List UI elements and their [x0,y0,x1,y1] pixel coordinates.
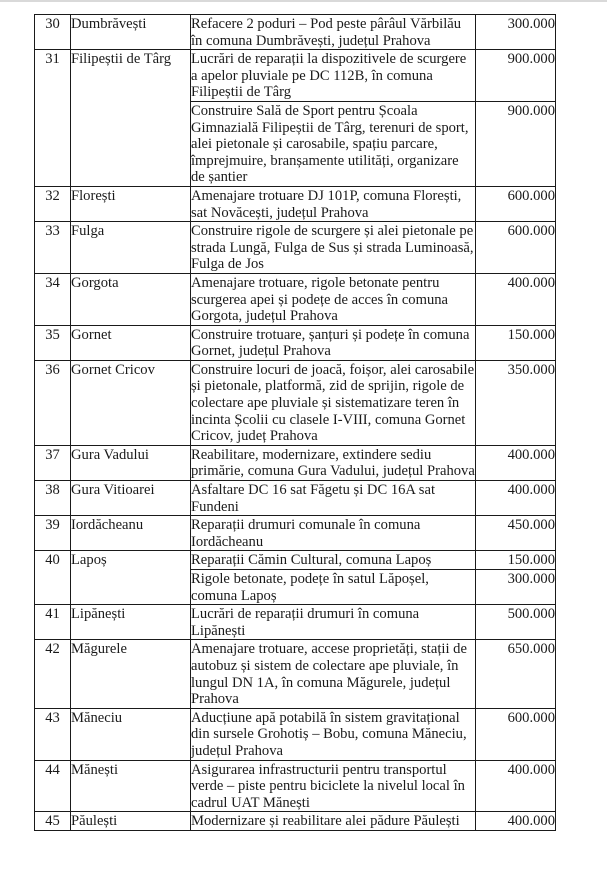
table-row [35,186,556,221]
commune-name-cell: Dumbrăvești [71,15,191,50]
commune-name-cell: Gornet [71,325,191,360]
row-number-cell: 43 [35,708,71,760]
table-row [35,445,556,480]
amount-cell: 150.000 [476,551,556,570]
commune-name-cell: Filipeștii de Târg [71,50,191,187]
commune-name-cell: Fulga [71,222,191,274]
amount-cell: 650.000 [476,640,556,708]
row-number-cell: 45 [35,812,71,831]
project-description-cell: Construire locuri de joacă, foișor, alei carosabile și pietonale, platformă, zid de sprijin, rigole de colectare ape pluviale și sistematizare teren în incinta Școlii cu clasele I-VIII, comuna Gornet Cricov, județ Prahova [191,361,475,445]
commune-name-cell: Măgurele [71,640,191,708]
project-description-cell: Refacere 2 poduri – Pod peste pârâul Vărbilău în comuna Dumbrăvești, județul Prahova [191,15,476,50]
row-number-cell: 36 [35,360,71,445]
amount-cell: 300.000 [476,15,556,50]
table-row [35,760,556,812]
table-row [35,50,556,102]
project-description-cell: Construire rigole de scurgere și alei pietonale pe strada Lungă, Fulga de Sus și strada Luminoasă, Fulga de Jos [191,223,474,273]
commune-name-cell: Gornet Cricov [71,360,191,445]
funding-table [34,14,556,831]
row-number-cell: 41 [35,605,71,640]
amount-cell: 600.000 [476,186,556,221]
project-description-cell: Amenajare trotuare, accese proprietăți, stații de autobuz și sistem de colectare ape pluviale, în lungul DN 1A, în comuna Măgurele, județul Prahova [191,640,476,708]
table-row [35,708,556,760]
table-row [35,605,556,640]
commune-name-cell: Gorgota [71,273,191,325]
commune-name-cell: Măneciu [71,708,191,760]
amount-cell: 450.000 [476,516,556,551]
amount-cell: 600.000 [476,222,556,274]
row-number-cell: 44 [35,760,71,812]
project-description-cell: Reparații Cămin Cultural, comuna Lapoș [191,551,476,570]
commune-name-cell: Păulești [71,812,191,831]
project-description-cell: Asfaltare DC 16 sat Făgetu și DC 16A sat Fundeni [191,481,476,516]
project-description-cell: Construire Sală de Sport pentru Școala Gimnazială Filipeștii de Târg, terenuri de sport, alei pietonale și carosabile, spațiu parcare, împrejmuire, branșamente utilități, organizare de șantier [191,101,476,186]
commune-name-cell: Florești [71,186,191,221]
row-number-cell: 42 [35,640,71,708]
table-row [35,640,556,708]
commune-name-cell: Gura Vadului [71,445,191,480]
row-number-cell: 35 [35,325,71,360]
table-row [35,551,556,570]
project-description-cell: Asigurarea infrastructurii pentru transportul verde – piste pentru biciclete la nivelul local în cadrul UAT Mănești [191,760,476,812]
project-description-cell: Lucrări de reparații drumuri în comuna Lipănești [191,605,476,640]
row-number-cell: 31 [35,50,71,187]
project-description-cell: Aducțiune apă potabilă în sistem gravitațional din sursele Grohotiș – Bobu, comuna Măneciu, județul Prahova [191,708,476,760]
commune-name-cell: Lapoș [71,551,191,605]
row-number-cell: 40 [35,551,71,605]
project-description-cell: Rigole betonate, podețe în satul Lăpoșel, comuna Lapoș [191,570,476,605]
amount-cell: 400.000 [476,445,556,480]
row-number-cell: 34 [35,273,71,325]
commune-name-cell: Iordăcheanu [71,516,191,551]
amount-cell: 500.000 [476,605,556,640]
row-number-cell: 33 [35,222,71,274]
project-description-cell: Lucrări de reparații la dispozitivele de scurgere a apelor pluviale pe DC 112B, în comuna Filipeștii de Târg [191,50,476,102]
row-number-cell: 39 [35,516,71,551]
commune-name-cell: Mănești [71,760,191,812]
table-row [35,325,556,360]
amount-cell: 900.000 [476,101,556,186]
table-row [35,273,556,325]
row-number-cell: 30 [35,15,71,50]
project-description-cell: Modernizare și reabilitare alei pădure Păulești [191,812,476,831]
project-description-cell: Amenajare trotuare, rigole betonate pentru scurgerea apei și podețe de acces în comuna Gorgota, județul Prahova [191,273,476,325]
project-description-cell: Reparații drumuri comunale în comuna Iordăcheanu [191,516,476,551]
table-row [35,516,556,551]
row-number-cell: 32 [35,186,71,221]
project-description-cell: Reabilitare, modernizare, extindere sediu primărie, comuna Gura Vadului, județul Prahova [191,446,475,480]
table-row [35,812,556,831]
amount-cell: 400.000 [476,760,556,812]
table-row [35,222,556,274]
project-description-cell: Amenajare trotuare DJ 101P, comuna Florești, sat Novăcești, județul Prahova [191,186,476,221]
funding-table-body [35,15,556,831]
row-number-cell: 38 [35,481,71,516]
amount-cell: 350.000 [476,360,556,445]
project-description-cell: Construire trotuare, șanțuri și podețe în comuna Gornet, județul Prahova [191,325,476,360]
row-number-cell: 37 [35,445,71,480]
commune-name-cell: Lipănești [71,605,191,640]
commune-name-cell: Gura Vitioarei [71,481,191,516]
amount-cell: 400.000 [476,273,556,325]
amount-cell: 900.000 [476,50,556,102]
amount-cell: 300.000 [476,570,556,605]
table-row [35,360,556,445]
page-top-divider [0,0,607,2]
amount-cell: 600.000 [476,708,556,760]
amount-cell: 400.000 [476,812,556,831]
table-row [35,15,556,50]
amount-cell: 150.000 [476,325,556,360]
amount-cell: 400.000 [476,481,556,516]
table-row [35,481,556,516]
